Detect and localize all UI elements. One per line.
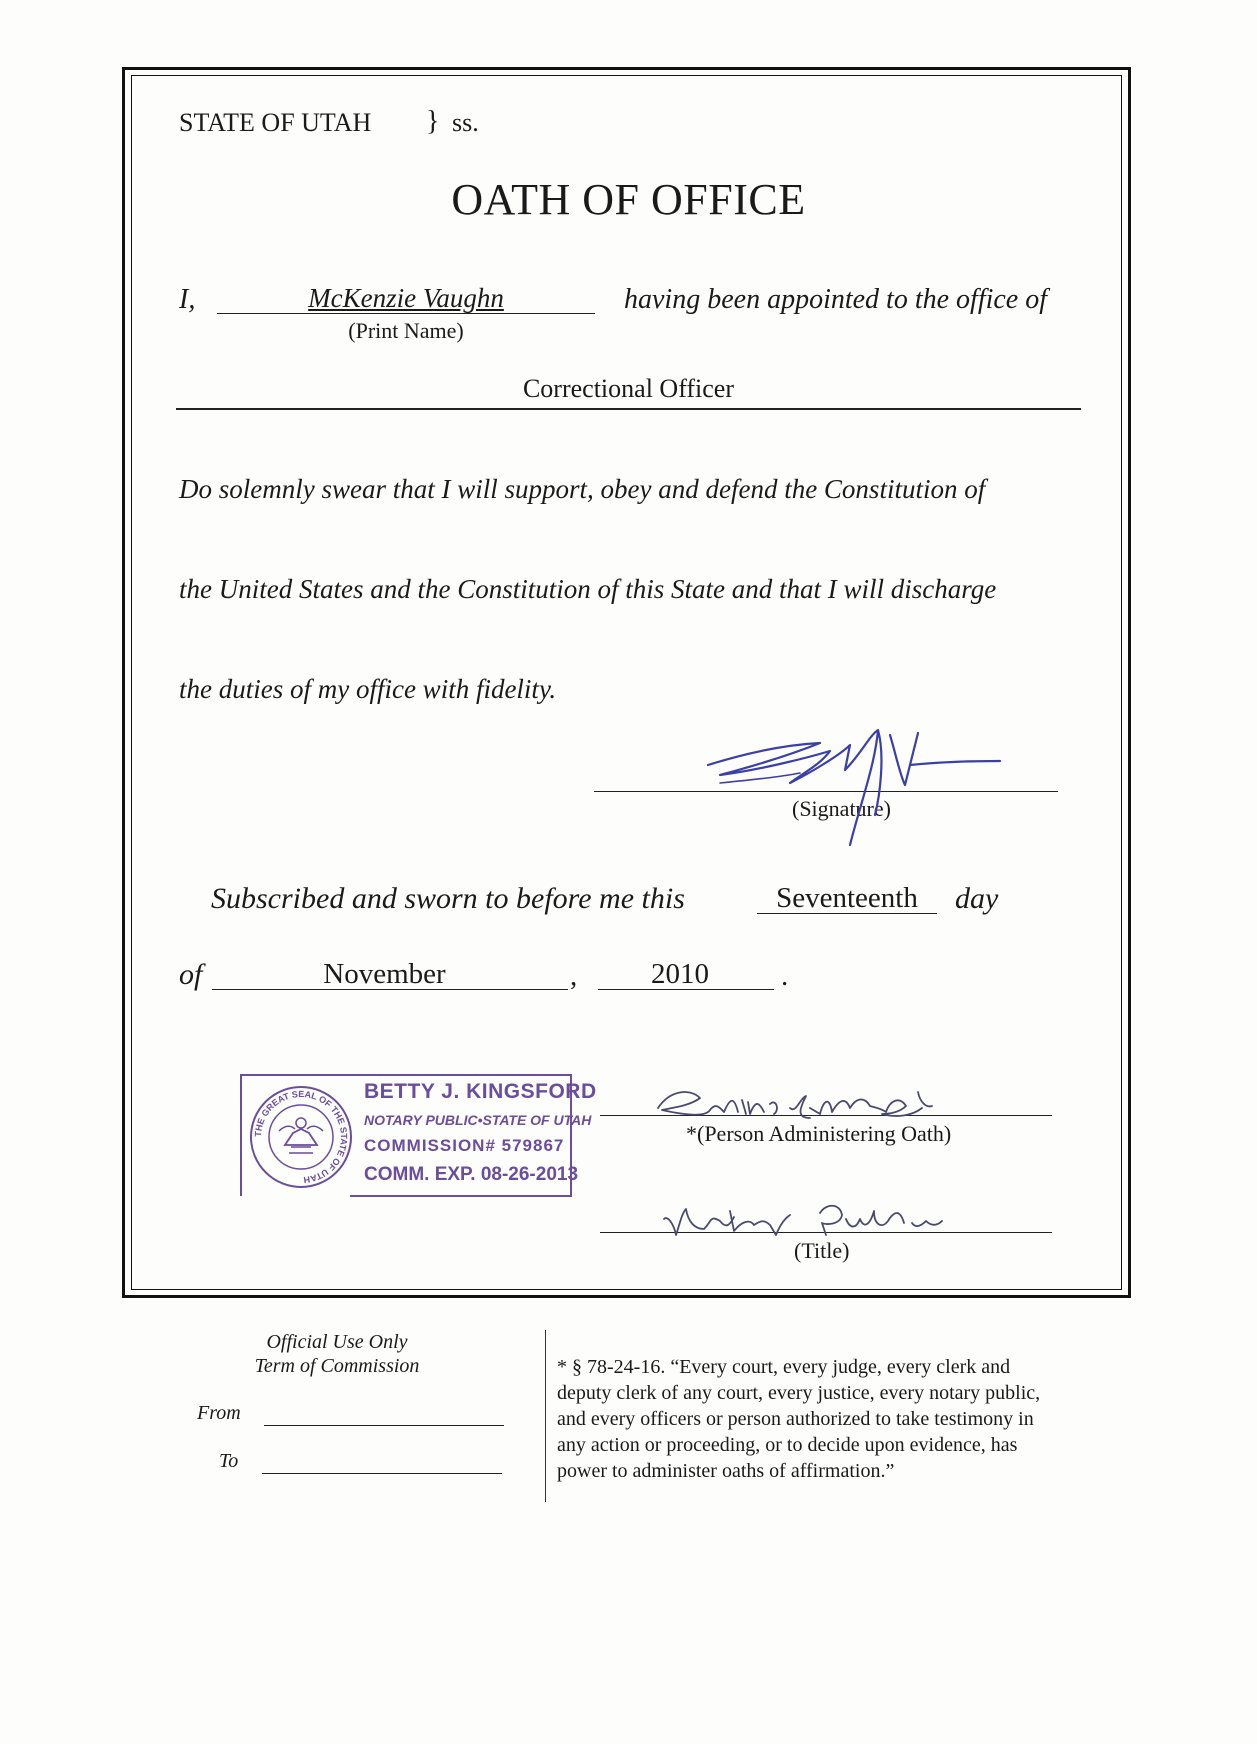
sworn-prefix: Subscribed and sworn to before me this: [211, 882, 685, 915]
sworn-month: November: [323, 958, 446, 990]
stamp-line-2: NOTARY PUBLIC•STATE OF UTAH: [364, 1112, 592, 1128]
administering-label: *(Person Administering Oath): [686, 1121, 952, 1146]
ss-label: ss.: [452, 108, 479, 137]
term-of-commission-label: Term of Commission: [254, 1355, 420, 1377]
stamp-expiration: COMM. EXP. 08-26-2013: [364, 1164, 579, 1185]
appointed-text: having been appointed to the office of: [624, 284, 1048, 315]
office-underline: [176, 408, 1081, 410]
from-label: From: [197, 1402, 241, 1424]
year-period: .: [781, 960, 789, 992]
official-use-label: Official Use Only: [266, 1331, 408, 1353]
brace: }: [426, 106, 440, 137]
of-word: of: [179, 958, 203, 991]
sworn-day: Seventeenth: [776, 882, 918, 914]
notary-signature: [650, 1078, 990, 1148]
great-seal-icon: [249, 1085, 353, 1189]
officer-name: McKenzie Vaughn: [308, 283, 504, 313]
oath-body-line-2: the United States and the Constitution of this State and that I will discharge: [179, 574, 997, 604]
state-label: STATE OF UTAH: [179, 108, 372, 137]
signature-label: (Signature): [792, 796, 891, 821]
title-label: (Title): [794, 1238, 850, 1263]
oath-body-line-3: the duties of my office with fidelity.: [179, 674, 557, 704]
statute-line-2: deputy clerk of any court, every justice, every notary public,: [557, 1382, 1041, 1404]
statute-line-3: and every officers or person authorized to take testimony in: [557, 1408, 1034, 1430]
stamp-commission: COMMISSION# 579867: [364, 1136, 565, 1155]
statute-line-4: any action or proceeding, or to decide upon evidence, has: [557, 1434, 1018, 1456]
stamp-bottom-edge: [350, 1195, 572, 1197]
footer-divider: [545, 1330, 546, 1502]
to-field[interactable]: [262, 1473, 502, 1474]
print-name-label: (Print Name): [348, 318, 464, 343]
month-comma: ,: [570, 960, 578, 992]
from-field[interactable]: [264, 1425, 504, 1426]
oath-body-line-1: Do solemnly swear that I will support, obey and defend the Constitution of: [179, 474, 986, 504]
day-word: day: [955, 882, 999, 915]
title-handwriting: [650, 1195, 990, 1265]
office-value: Correctional Officer: [522, 374, 735, 403]
svg-text:THE GREAT SEAL OF THE STATE OF: THE GREAT SEAL OF THE STATE OF UTAH: [252, 1088, 350, 1185]
notary-stamp: [240, 1074, 597, 1198]
stamp-name: BETTY J. KINGSFORD: [364, 1080, 597, 1103]
statute-line-5: power to administer oaths of affirmation.”: [557, 1460, 895, 1482]
officer-signature: [700, 725, 1010, 855]
pronoun-i: I,: [179, 284, 196, 315]
page-title: OATH OF OFFICE: [451, 175, 806, 224]
to-label: To: [219, 1450, 239, 1472]
statute-line-1: * § 78-24-16. “Every court, every judge, every clerk and: [557, 1356, 1011, 1378]
sworn-year: 2010: [651, 958, 709, 990]
